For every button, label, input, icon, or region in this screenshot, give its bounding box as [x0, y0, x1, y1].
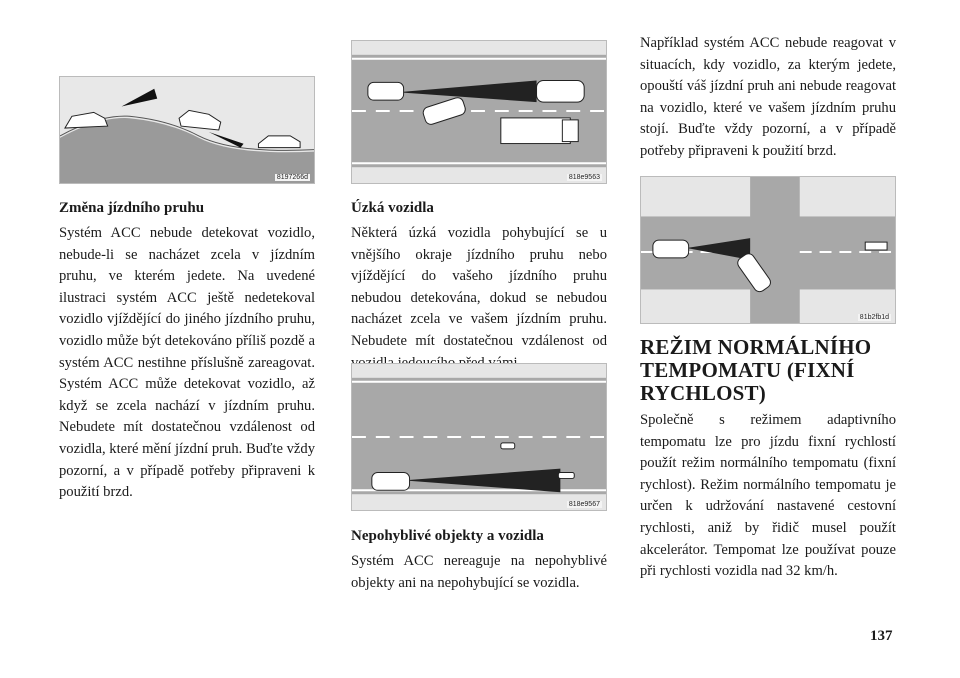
paragraph-narrow-vehicles: Některá úzká vozidla pohybující se u vnějšího okraje jízdního pruhu nebo vjíždějící do vašeho jízdního pruhu nebudou detekována, dokud se nebudou nacházet zcela ve vašem jízdním pruhu. Nebudete mít dostatečnou vzdálenost od — [351, 225, 607, 349]
figure-narrow-vehicles — [351, 40, 607, 184]
paragraph-stationary-objects: Systém ACC nereaguje na nepohyblivé objekty ani na nepohybující se vozidla. — [351, 553, 607, 591]
figure-motorcycles — [351, 363, 607, 511]
paragraph-lane-change: Systém ACC nebude detekovat vozidlo, nebude-li se nacházet zcela v jízdním pruhu, ve kterém jedete. Na uvedené ilustraci systém ACC ještě nedetekoval vozidlo vjíždějící do jiného jízdního pruhu, vozidlo může být detekováno příliš pozdě a systém ACC nestihne příslušně zareagovat. Systém ACC může detekovat vozidlo, až když se zcela nachází v jízdním pruhu. Nebudete mít dostatečnou vzdálenost od vozidla, které mění jízdní pruh. Buďte vždy pozorní, a v případě potřeby připraveni k použití brzd. — [59, 225, 315, 501]
figure-code: 81b2fb1d — [859, 314, 889, 321]
figure-code: 818e9563 — [568, 174, 600, 181]
paragraph-normal-cruise: Společně s režimem adaptivního tempomatu lze pro jízdu fixní rychlostí použít režim normálního tempomatu (fixní rychlost). Režim normálního tempomatu je určen k udržování nastavené cestovní rychlosti, aniž by řidič musel použít akcelerátor. Tempomat lze používat pouze při rychlosti vozidla nad 32 km/h. — [640, 412, 896, 580]
page-number: 137 — [870, 628, 893, 644]
section-heading-normal-cruise: REŽIM NORMÁLNÍHO TEMPOMATU (FIXNÍ RYCHLOST) — [640, 335, 872, 405]
figure-hill-lane-change — [59, 76, 315, 184]
heading-narrow-vehicles: Úzká vozidla — [351, 200, 434, 216]
figure-turning-vehicle — [640, 176, 896, 324]
paragraph-acc-example: Například systém ACC nebude reagovat v situacích, kdy vozidlo, za kterým jedete, opouští váš jízdní pruh ani nebude reagovat na vozidlo, které ve vašem jízdním pruhu stojí. Buďte vždy pozorní, a v případě potřeby připraveni k použití brzd. — [640, 35, 896, 159]
figure-code: 8197266d — [276, 174, 308, 181]
figure-code: 818e9567 — [568, 501, 600, 508]
heading-lane-change: Změna jízdního pruhu — [59, 200, 205, 216]
heading-stationary-objects: Nepohyblivé objekty a vozidla — [351, 528, 544, 544]
